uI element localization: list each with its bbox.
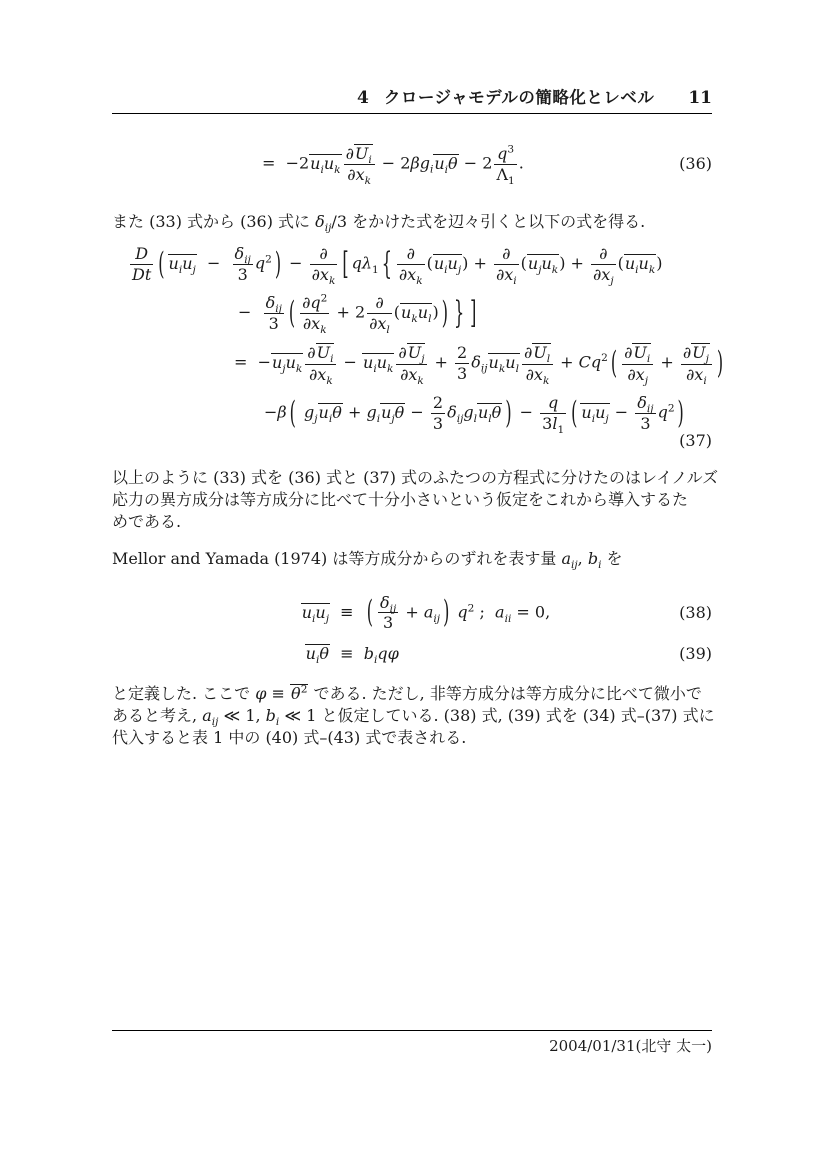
paragraph-line: 応力の異方成分は等方成分に比べて十分小さいという仮定をこれから導入するた [112,489,689,509]
footer-credit: 2004/01/31(北守 太一) [549,1037,712,1055]
page-header [112,84,712,114]
equation-37 [112,243,724,450]
equation-line: $\frac{D}{Dt}$ ( $u_iu_j$ − $\delta_{ij}$ 3 $q^2$ ) − ∂ $\partial x_k$ [ $q\lambda_1$ { ∂ $\partial x_k$ $(u_iu_j)$ + ∂ $\partial x_i$ $(u_ju_k)$ + ∂ $\partial x_j$ $(u_iu_k)$ [132,243,663,287]
equation-39-rhs: ≡ $b_iq\varphi$ [330,643,399,667]
paragraph-line: 以上のように (33) 式を (36) 式と (37) 式のふたつの方程式に分けたのはレイノルズ [112,467,719,487]
paragraph-definition-scaling [112,683,715,749]
equation-39-label: (39) [679,643,712,663]
section-number: 4 [356,88,369,108]
equation-line: −β ( $g_ju_i\theta + g_iu_j\theta$ − $\frac{2}{3}$ $\delta_{ij}g_lu_l\theta$ ) − $\frac{q}{3l_1}$ ( $u_iu_j$ − $\delta_{ij}$ 3 $q^2$ ) [264,393,684,437]
equation-36 [112,143,712,188]
equation-36-label: (36) [679,154,712,174]
running-head [112,84,712,108]
page-number: 11 [688,88,712,108]
equation-38-label: (38) [679,603,712,623]
equation-38-lhs: $u_iu_j$ [301,602,329,626]
equation-39-lhs: $u_i\theta$ [305,643,329,666]
paragraph-mellor-yamada [112,548,712,570]
footer-rule [112,1030,712,1031]
paragraph-line: また (33) 式から (36) 式に $\delta_{ij}/3$ をかけた式を辺々引くと以下の式を得る. [112,211,646,235]
page-footer [112,1030,712,1056]
section-title: クロージャモデルの簡略化とレベル [383,89,655,107]
equation-line: = $-u_ju_k$ $\frac{\partial U_i}{\partial x_k}$ − $u_iu_k$ $\frac{\partial U_j}{\partial x_k}$ + $\frac{2}{3}$ $\delta_{ij}u_ku_l$ $\frac{\partial U_l}{\partial x_k}$ + $Cq^2$ ( $\frac{\partial U_i}{\partial x_j}$ + $\frac{\partial U_j}{\partial x_i}$ ) [234,343,724,387]
header-rule [112,113,712,114]
equation-39 [112,643,712,667]
paragraph-line: めである. [112,511,182,531]
equation-36-body: = $-2u_iu_k$ $\frac{\partial U_i}{\partial x_k}$ − $2\beta g_iu_i\theta - 2$ $\frac{q^3}{\Lambda_1}$ . [262,143,524,188]
paragraph-intro-subtract [112,211,712,233]
equation-37-label: (37) [679,430,712,450]
equation-line: − $\delta_{ij}$ 3 ( $\frac{\partial q^2}{\partial x_k}$ + 2 ∂ $\partial x_l$ $(u_ku_l)$ ) } ] [238,292,477,336]
equation-37-lines [112,243,724,437]
equation-38-rhs: ≡ ( $\delta_{ij}$ 3 + $a_{ij}$ ) $q^2$ ; $a_{ii} = 0$, [330,592,551,633]
paragraph-line: あると考え, $a_{ij}$ ≪ 1, $b_i$ ≪ 1 と仮定している. (38) 式, (39) 式を (34) 式–(37) 式に [112,706,715,729]
paragraph-line: 代入すると表 1 中の (40) 式–(43) 式で表される. [112,728,467,748]
equation-38 [112,594,712,632]
equation-37-label-row [112,431,712,450]
paragraph-line: と定義した. ここで $\varphi \equiv \theta^2$ である. ただし, 非等方成分は等方成分に比べて微小で [112,683,702,704]
paragraph-reynolds-assumption [112,467,719,533]
page-content [112,84,724,749]
paragraph-line: Mellor and Yamada (1974) は等方成分からのずれを表す量 $a_{ij}$, $b_i$ を [112,548,623,571]
